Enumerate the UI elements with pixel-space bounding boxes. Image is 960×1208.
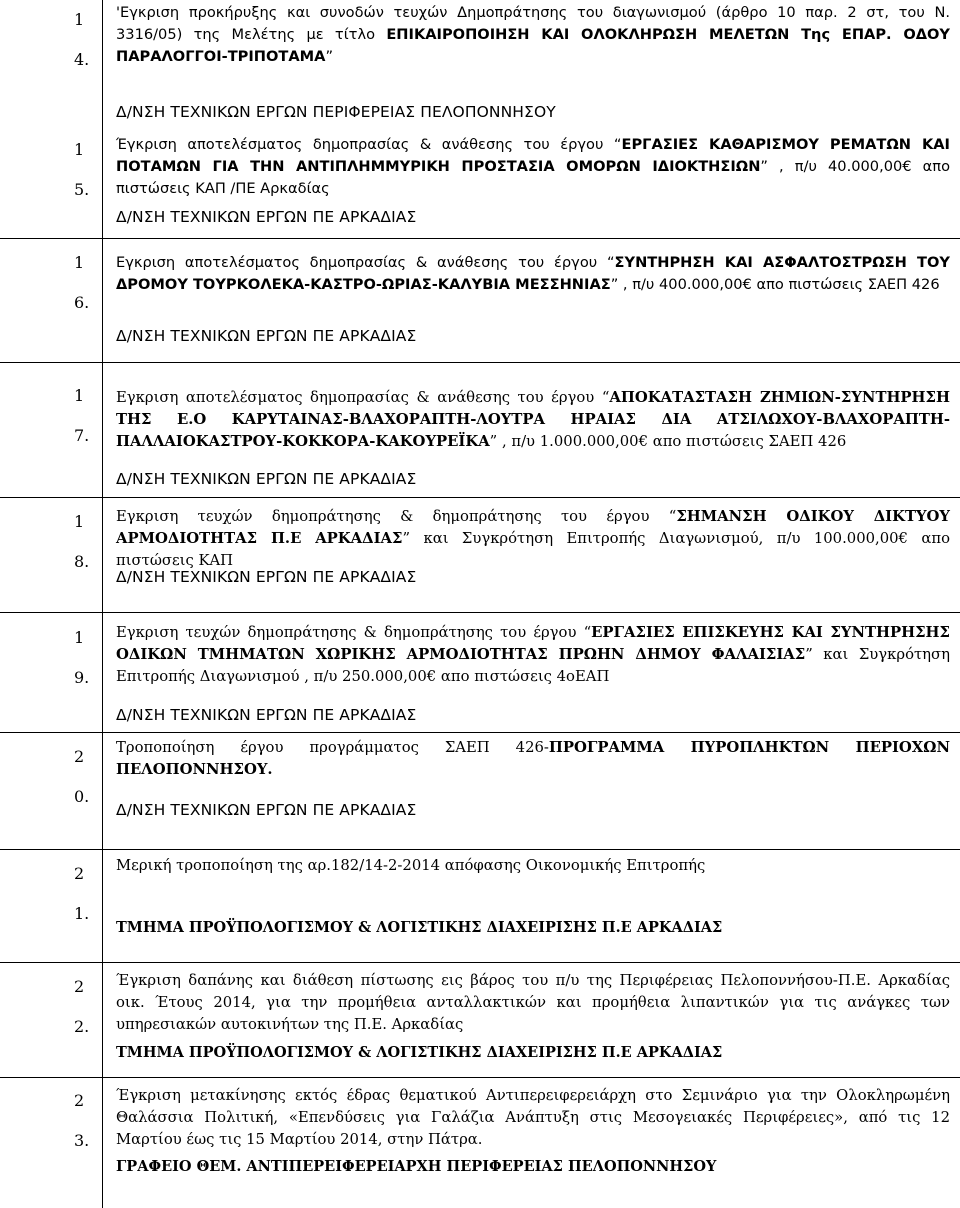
item-number: 1 8. <box>74 512 90 571</box>
item-text: Εγκριση αποτελέσματος δημοπρασίας & ανάθεσης του έργου “ΣΥΝΤΗΡΗΣΗ ΚΑΙ ΑΣΦΑΛΤΟΣΤΡΩΣΗ ΤΟΥ ΔΡΟΜΟΥ ΤΟΥΡΚΟΛΕΚΑ-ΚΑΣΤΡΟ-ΩΡΙΑΣ-ΚΑΛΥΒΙΑ ΜΕΣΣΗΝΙΑΣ” , π/υ 400.000,00€ απο πιστώσεις ΣΑΕΠ 426 <box>116 254 950 293</box>
item-text: Έγκριση μετακίνησης εκτός έδρας θεματικού Αντιπερειφερειάρχη στο Σεμινάριο για την Ολοκληρωμένη Θαλάσσια Πολιτική, «Επενδύσεις για Γαλάζια Ανάπτυξη στις Μεσογειακές Περιφέρειες», από τις 12 Μαρτίου έως τις 15 Μαρτίου 2014, στην Πάτρα. <box>116 1087 950 1148</box>
item-number: 2 3. <box>74 1091 90 1150</box>
department-label: Δ/ΝΣΗ ΤΕΧΝΙΚΩΝ ΕΡΓΩΝ ΠΕ ΑΡΚΑΔΙΑΣ <box>116 208 417 226</box>
item-number: 2 1. <box>74 864 90 923</box>
item-number: 1 7. <box>74 386 90 445</box>
department-label: Δ/ΝΣΗ ΤΕΧΝΙΚΩΝ ΕΡΓΩΝ ΠΕ ΑΡΚΑΔΙΑΣ <box>116 568 417 586</box>
item-text: Τροποποίηση έργου προγράμματος ΣΑΕΠ 426-ΠΡΟΓΡΑΜΜΑ ΠΥΡΟΠΛΗΚΤΩΝ ΠΕΡΙΟΧΩΝ ΠΕΛΟΠΟΝΝΗΣΟΥ. <box>116 739 950 778</box>
department-label: Δ/ΝΣΗ ΤΕΧΝΙΚΩΝ ΕΡΓΩΝ ΠΕΡΙΦΕΡΕΙΑΣ ΠΕΛΟΠΟΝΝΗΣΟΥ <box>116 103 556 121</box>
row-divider <box>0 362 960 363</box>
item-number: 1 4. <box>74 10 90 69</box>
item-number: 2 0. <box>74 747 90 806</box>
item-text: Εγκριση αποτελέσματος δημοπρασίας & ανάθεσης του έργου “ΑΠΟΚΑΤΑΣΤΑΣΗ ΖΗΜΙΩΝ-ΣΥΝΤΗΡΗΣΗ ΤΗΣ Ε.Ο ΚΑΡΥΤΑΙΝΑΣ-ΒΛΑΧΟΡΑΠΤΗ-ΛΟΥΤΡΑ ΗΡΑΙΑΣ ΔΙΑ ΑΤΣΙΛΩΧΟΥ-ΒΛΑΧΟΡΑΠΤΗ-ΠΑΛΛΑΙΟΚΑΣΤΡΟΥ-ΚΟΚΚΟΡΑ-ΚΑΚΟΥΡΕΪΚΑ” , π/υ 1.000.000,00€ απο πιστώσεις ΣΑΕΠ 426 <box>116 389 950 450</box>
item-number: 1 6. <box>74 253 90 312</box>
row-divider <box>0 849 960 850</box>
department-label: ΤΜΗΜΑ ΠΡΟΫΠΟΛΟΓΙΣΜΟΥ & ΛΟΓΙΣΤΙΚΗΣ ΔΙΑΧΕΙΡΙΣΗΣ Π.Ε ΑΡΚΑΔΙΑΣ <box>116 919 723 936</box>
row-divider <box>0 1077 960 1078</box>
item-text: Έγκριση δαπάνης και διάθεση πίστωσης εις βάρος του π/υ της Περιφέρειας Πελοποννήσου-Π.Ε. Αρκαδίας οικ. Έτους 2014, για την προμήθεια ανταλλακτικών και προμήθεια λιπαντικών για τις ανάγκες των υπηρεσιακών αυτοκινήτων της Π.Ε. Αρκαδίας <box>116 972 950 1033</box>
department-label: Δ/ΝΣΗ ΤΕΧΝΙΚΩΝ ΕΡΓΩΝ ΠΕ ΑΡΚΑΔΙΑΣ <box>116 327 417 345</box>
row-divider <box>0 238 960 239</box>
department-label: Δ/ΝΣΗ ΤΕΧΝΙΚΩΝ ΕΡΓΩΝ ΠΕ ΑΡΚΑΔΙΑΣ <box>116 706 417 724</box>
department-label: Δ/ΝΣΗ ΤΕΧΝΙΚΩΝ ΕΡΓΩΝ ΠΕ ΑΡΚΑΔΙΑΣ <box>116 801 417 819</box>
item-number: 1 9. <box>74 628 90 687</box>
row-divider <box>0 732 960 733</box>
row-divider <box>0 612 960 613</box>
item-text: Εγκριση τευχών δημοπράτησης & δημοπράτησης του έργου “ΕΡΓΑΣΙΕΣ ΕΠΙΣΚΕΥΗΣ ΚΑΙ ΣΥΝΤΗΡΗΣΗΣ ΟΔΙΚΩΝ ΤΜΗΜΑΤΩΝ ΧΩΡΙΚΗΣ ΑΡΜΟΔΙΟΤΗΤΑΣ ΠΡΩΗΝ ΔΗΜΟΥ ΦΑΛΑΙΣΙΑΣ” και Συγκρότηση Επιτροπής Διαγωνισμού , π/υ 250.000,00€ απο πιστώσεις 4οΕΑΠ <box>116 624 950 685</box>
row-divider <box>0 497 960 498</box>
item-text: Μερική τροποποίηση της αρ.182/14-2-2014 απόφασης Οικονομικής Επιτροπής <box>116 857 706 874</box>
item-text: 'Εγκριση προκήρυξης και συνοδών τευχών Δημοπράτησης του διαγωνισμού (άρθρο 10 παρ. 2 στ, του Ν. 3316/05) της Μελέτης με τίτλο ΕΠΙΚΑΙΡΟΠΟΙΗΣΗ ΚΑΙ ΟΛΟΚΛΗΡΩΣΗ ΜΕΛΕΤΩΝ Της ΕΠΑΡ. ΟΔΟΥ ΠΑΡΑΛΟΓΓΟΙ-ΤΡΙΠΟΤΑΜΑ” <box>116 4 950 65</box>
item-number: 2 2. <box>74 977 90 1036</box>
department-label: ΤΜΗΜΑ ΠΡΟΫΠΟΛΟΓΙΣΜΟΥ & ΛΟΓΙΣΤΙΚΗΣ ΔΙΑΧΕΙΡΙΣΗΣ Π.Ε ΑΡΚΑΔΙΑΣ <box>116 1044 723 1061</box>
department-label: ΓΡΑΦΕΙΟ ΘΕΜ. ΑΝΤΙΠΕΡΕΙΦΕΡΕΙΑΡΧΗ ΠΕΡΙΦΕΡΕΙΑΣ ΠΕΛΟΠΟΝΝΗΣΟΥ <box>116 1158 717 1175</box>
department-label: Δ/ΝΣΗ ΤΕΧΝΙΚΩΝ ΕΡΓΩΝ ΠΕ ΑΡΚΑΔΙΑΣ <box>116 470 417 488</box>
item-text: Εγκριση τευχών δημοπράτησης & δημοπράτησης του έργου “ΣΗΜΑΝΣΗ ΟΔΙΚΟΥ ΔΙΚΤΥΟΥ ΑΡΜΟΔΙΟΤΗΤΑΣ Π.Ε ΑΡΚΑΔΙΑΣ” και Συγκρότηση Επιτροπής Διαγωνισμού, π/υ 100.000,00€ απο πιστώσεις ΚΑΠ <box>116 508 950 569</box>
item-text: Έγκριση αποτελέσματος δημοπρασίας & ανάθεσης του έργου “ΕΡΓΑΣΙΕΣ ΚΑΘΑΡΙΣΜΟΥ ΡΕΜΑΤΩΝ ΚΑΙ ΠΟΤΑΜΩΝ ΓΙΑ ΤΗΝ ΑΝΤΙΠΛΗΜΜΥΡΙΚΗ ΠΡΟΣΤΑΣΙΑ ΟΜΟΡΩΝ ΙΔΙΟΚΤΗΣΙΩΝ” , π/υ 40.000,00€ απο πιστώσεις ΚΑΠ /ΠΕ Αρκαδίας <box>116 136 950 197</box>
item-number: 1 5. <box>74 140 90 199</box>
column-divider <box>102 0 103 1208</box>
row-divider <box>0 962 960 963</box>
